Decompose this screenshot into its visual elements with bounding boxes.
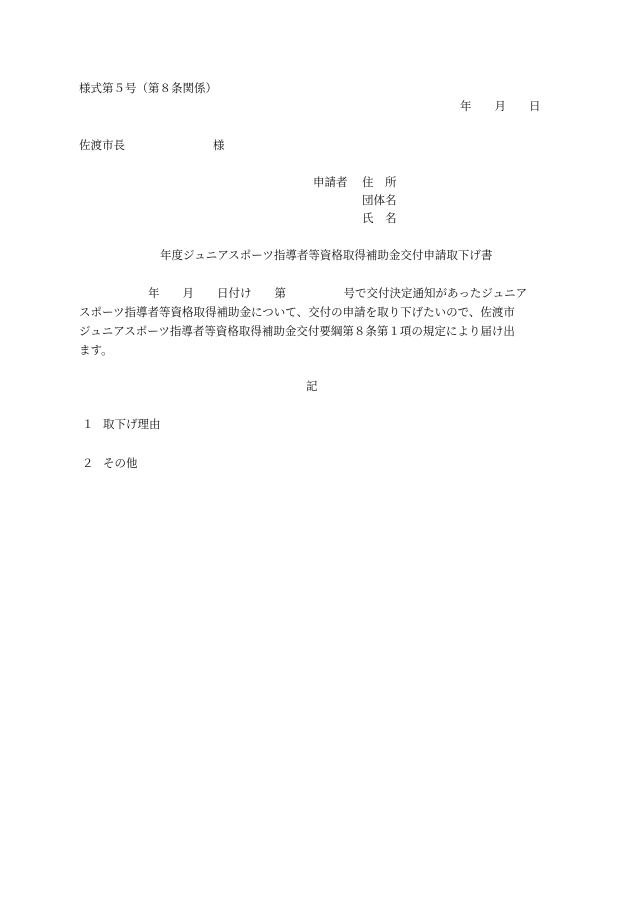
recipient-suffix: 様 [213,138,225,152]
item-number: １ [82,417,94,431]
document-title: 年度ジュニアスポーツ指導者等資格取得補助金交付申請取下げ書 [160,248,493,262]
organization-label: 団体名 [362,193,397,207]
name-label: 氏 名 [362,211,397,225]
item-label: 取下げ理由 [103,417,161,431]
item-label: その他 [103,456,138,470]
body-text-line: ジュニアスポーツ指導者等資格取得補助金交付要綱第８条第１項の規定により届け出 [79,324,515,338]
body-text-line: 年 月 日付け 第 号で交付決定通知があったジュニア [79,286,528,300]
ki-heading: 記 [306,379,318,393]
body-text-line: スポーツ指導者等資格取得補助金について、交付の申請を取り下げたいので、佐渡市 [79,305,515,319]
form-label: 様式第５号（第８条関係） [79,81,217,95]
item-number: ２ [82,456,94,470]
date-line: 年 月 日 [460,99,541,113]
body-text-line: ます。 [79,343,113,357]
address-label: 住 所 [362,175,397,189]
recipient-name: 佐渡市長 [79,138,125,152]
applicant-label: 申請者 [313,175,348,189]
